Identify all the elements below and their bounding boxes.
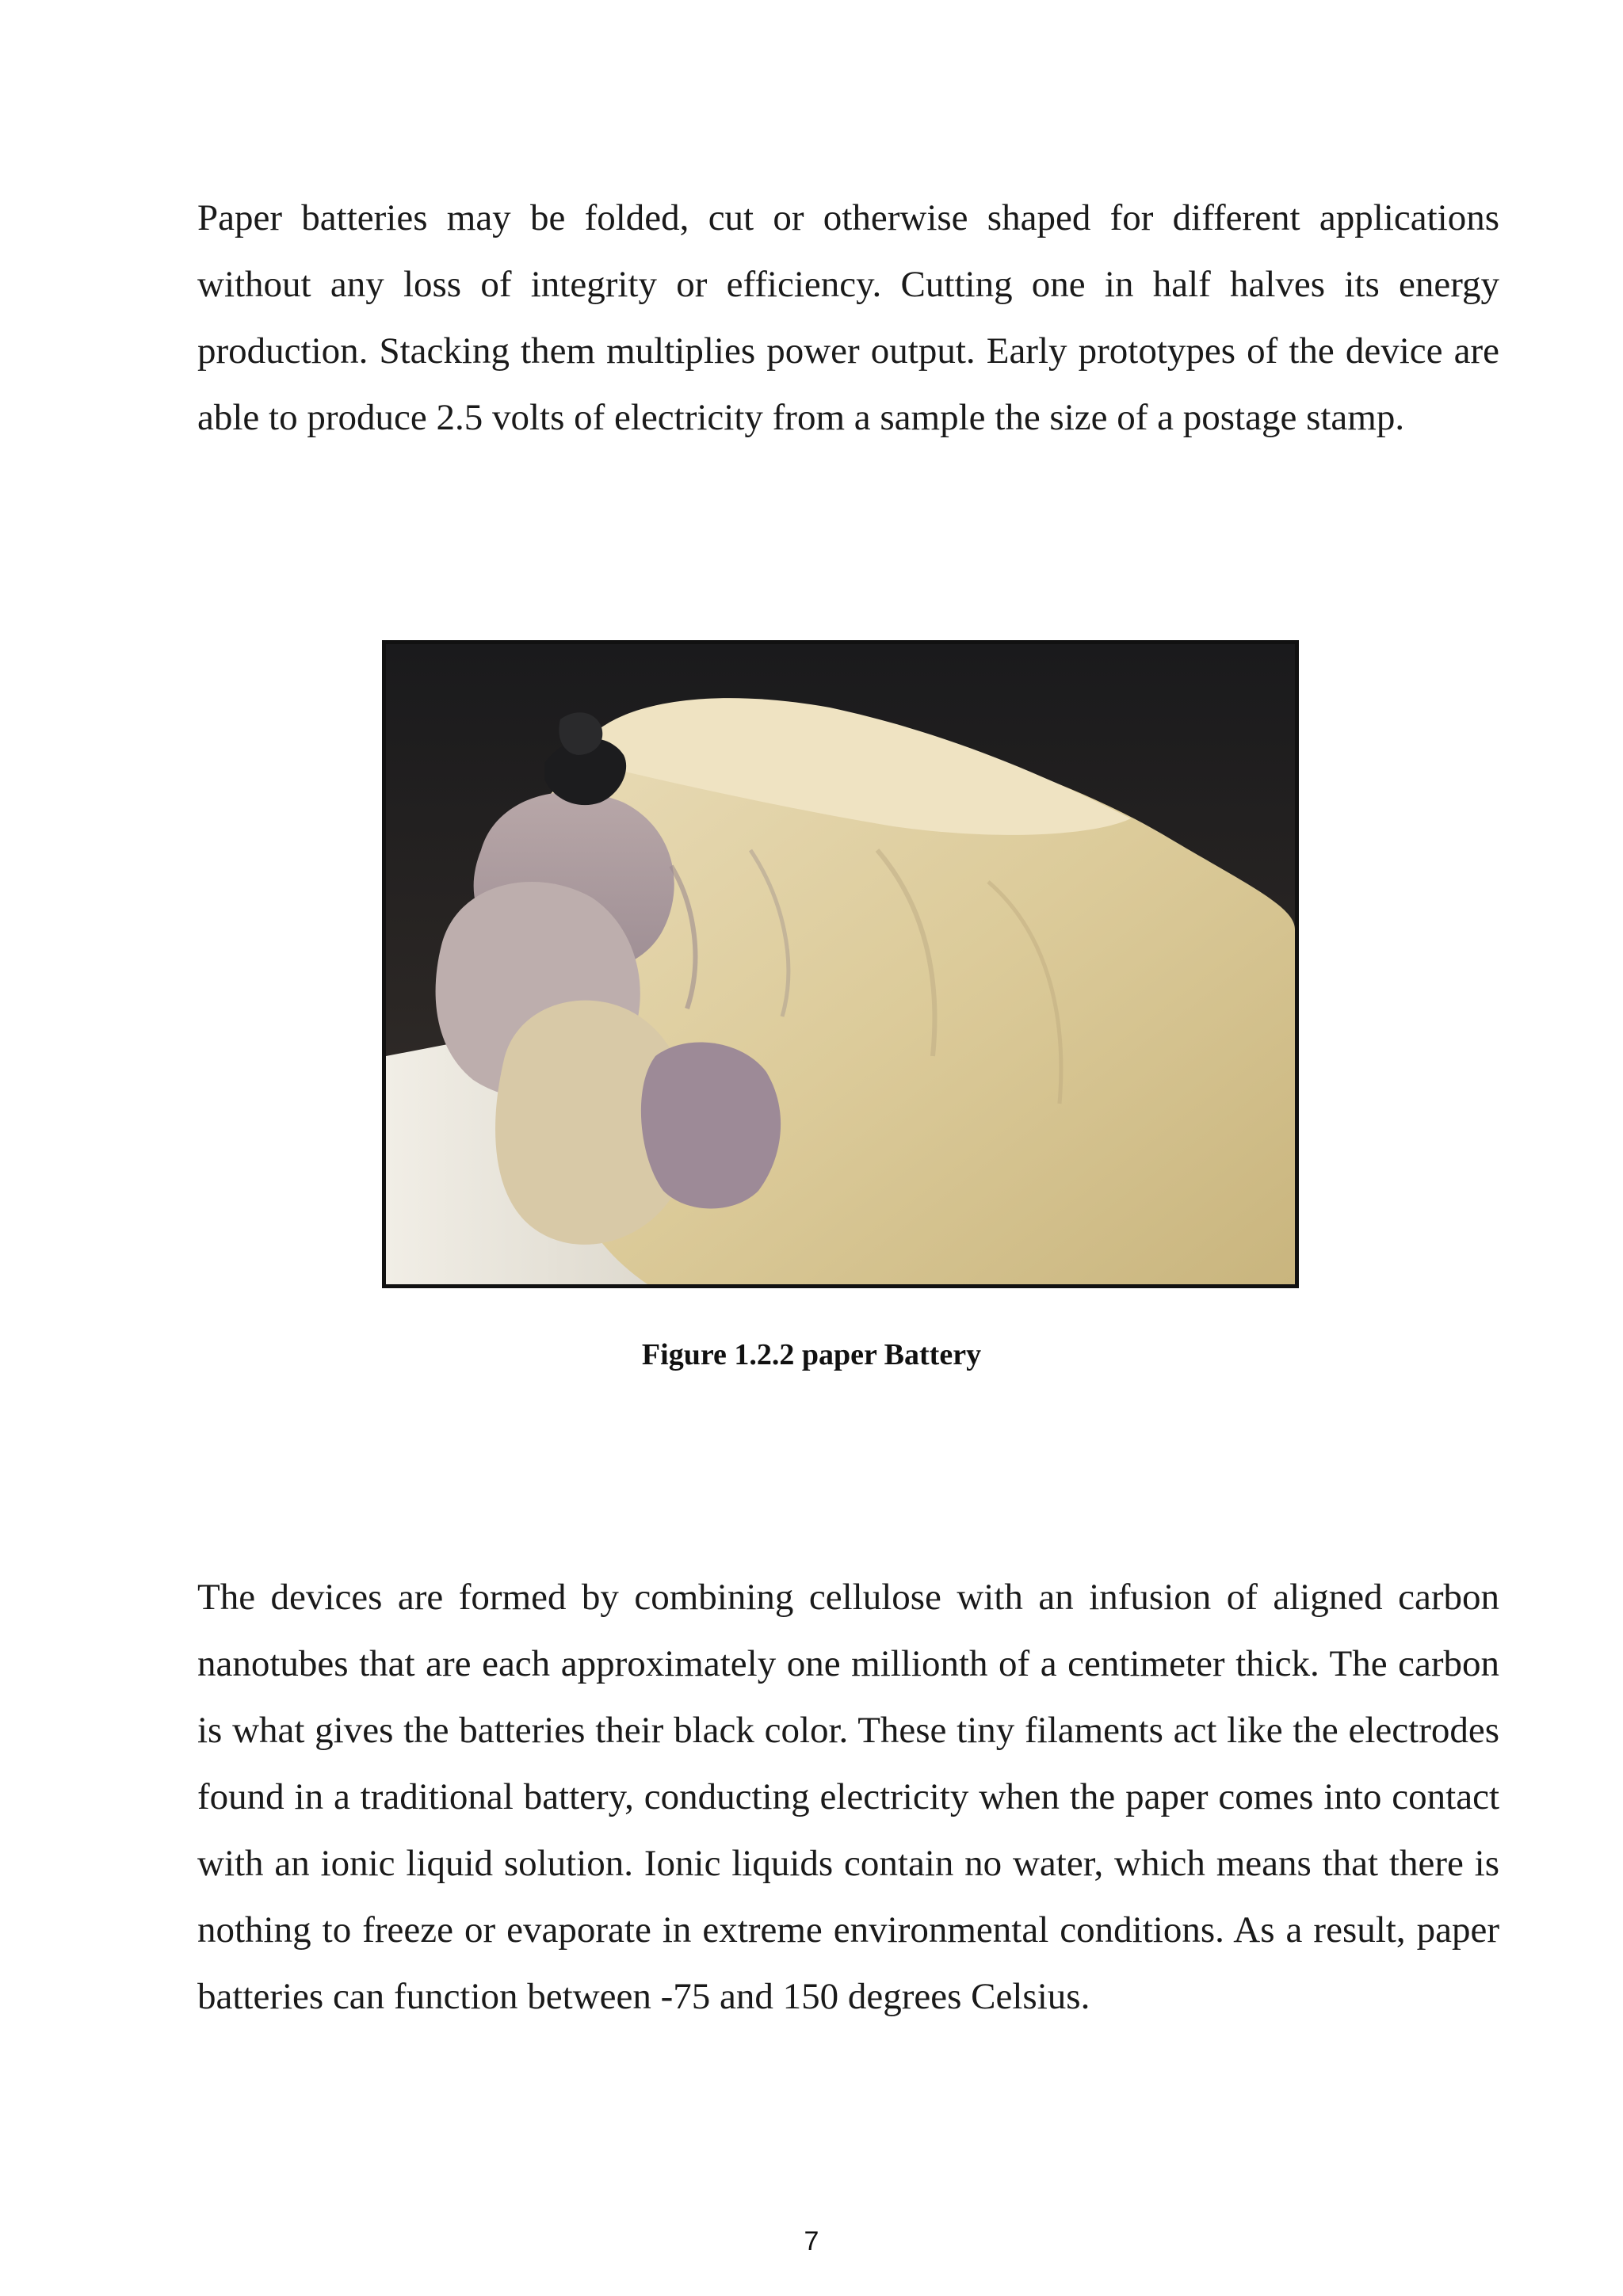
page-number: 7: [804, 2226, 819, 2256]
body-paragraph-1: Paper batteries may be folded, cut or otherwise shaped for different applications without any loss of integrity or efficiency. Cutting one in half halves its energy production. Stacking them multiplies power output. Early prototypes of the device are able to produce 2.5 volts of electricity from a sample the size of a postage stamp.: [197, 197, 1499, 438]
figure-caption: Figure 1.2.2 paper Battery: [641, 1338, 982, 1371]
gloved-hand-photo: [386, 644, 1295, 1284]
figure-paper-battery-photo: [382, 640, 1299, 1288]
body-paragraph-2: The devices are formed by combining cellulose with an infusion of aligned carbon nanotubes that are each approximately one millionth of a centimeter thick. The carbon is what gives the batteries their black color. These tiny filaments act like the electrodes found in a traditional battery, conducting electricity when the paper comes into contact with an ionic liquid solution. Ionic liquids contain no water, which means that there is nothing to freeze or evaporate in extreme environmental conditions. As a result, paper batteries can function between -75 and 150 degrees Celsius.: [197, 1577, 1499, 2017]
